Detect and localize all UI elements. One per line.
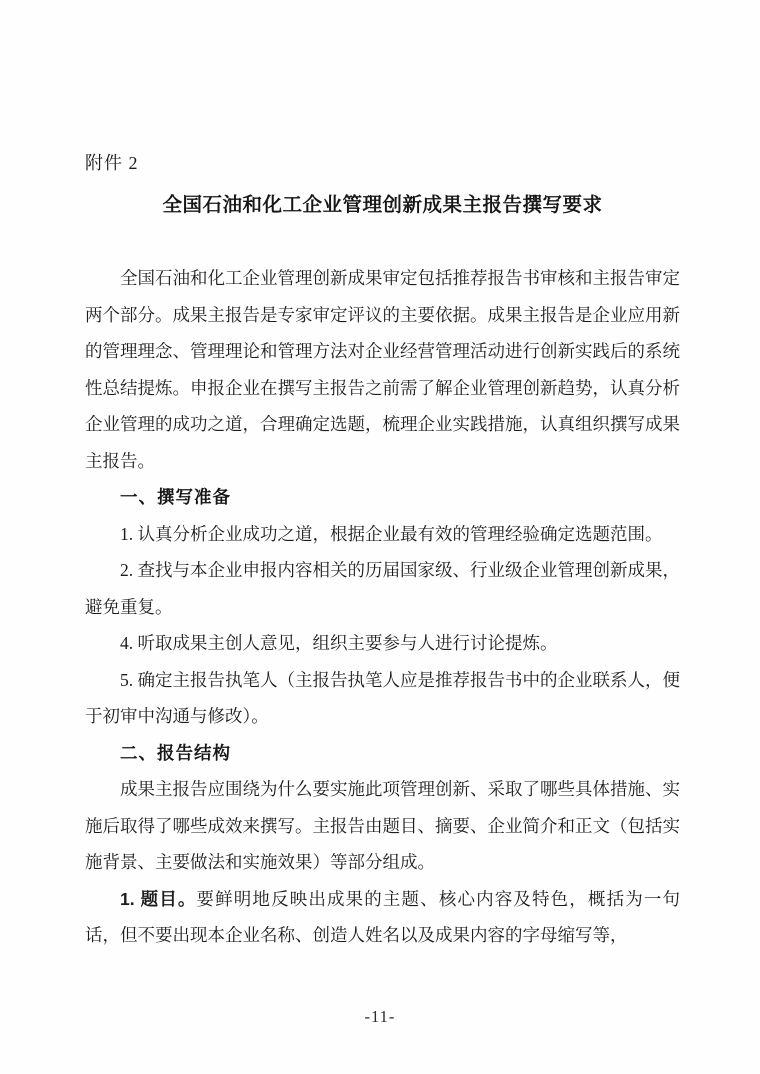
section1-item-2: 2. 查找与本企业申报内容相关的历届国家级、行业级企业管理创新成果，避免重复。 [85,560,680,617]
document-title: 全国石油和化工企业管理创新成果主报告撰写要求 [162,194,603,216]
attachment-label: 附件 2 [85,153,139,173]
page-number: -11- [364,1007,396,1026]
item-title-text: 要鲜明地反映出成果的主题、核心内容及特色，概括为一句话，但不要出现本企业名称、创造人姓名以及成果内容的字母缩写等， [85,888,680,945]
section1-item-5: 5. 确定主报告执笔人（主报告执笔人应是推荐报告书中的企业联系人，便于初审中沟通与修改）。 [85,669,680,726]
section2-intro-paragraph: 成果主报告应围绕为什么要实施此项管理创新、采取了哪些具体措施、实施后取得了哪些成效来撰写。主报告由题目、摘要、企业简介和正文（包括实施背景、主要做法和实施效果）等部分组成。 [85,779,680,872]
intro-paragraph: 全国石油和化工企业管理创新成果审定包括推荐报告书审核和主报告审定两个部分。成果主报告是专家审定评议的主要依据。成果主报告是企业应用新的管理理念、管理理论和管理方法对企业经营管理活动进行创新实践后的系统性总结提炼。申报企业在撰写主报告之前需了解企业管理创新趋势，认真分析企业管理的成功之道，合理确定选题，梳理企业实践措施，认真组织撰写成果主报告。 [85,268,680,471]
section1-item-4: 4. 听取成果主创人意见，组织主要参与人进行讨论提炼。 [120,633,558,653]
section2-heading: 二、报告结构 [120,742,231,763]
section1-heading: 一、撰写准备 [120,487,231,507]
section2-item-title [85,881,680,954]
document-text-column [85,0,680,954]
item-title-term: 1. 题目。 [120,888,197,909]
section1-item-1: 1. 认真分析企业成功之道，根据企业最有效的管理经验确定选题范围。 [120,523,663,544]
